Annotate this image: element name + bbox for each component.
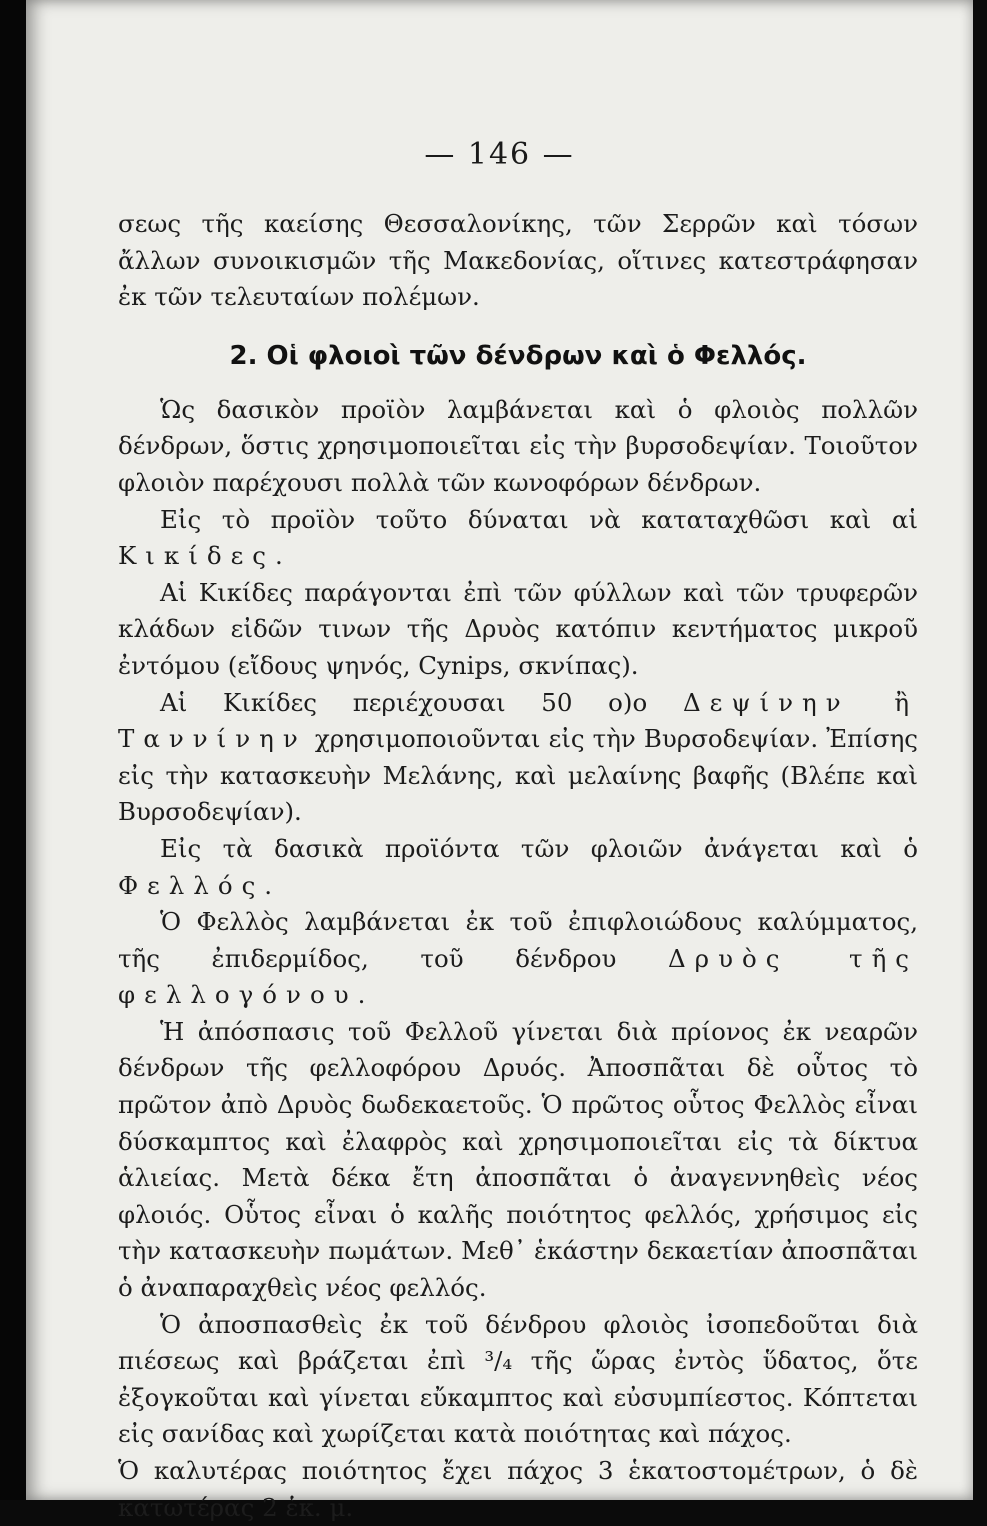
paragraph-cork-processing: Ὁ ἀποσπασθεὶς ἐκ τοῦ δένδρου φλοιὸς ἰσοπεδοῦται διὰ πιέσεως καὶ βράζεται ἐπὶ ³/₄ τῆς ὥρας ἐντὸς ὕδατος, ὅτε ἐξογκοῦται καὶ γίνεται εὔκαμπτος καὶ εὐσυμπίεστος. Κόπτεται εἰς σανίδας καὶ χωρίζεται κατὰ ποιότητας καὶ πάχος.	[118, 1309, 918, 1449]
paragraph-cork-intro	[118, 831, 918, 904]
galls-intro-text: Εἰς τὸ προϊὸν τοῦτο δύναται νὰ καταταχθῶσι καὶ αἱ	[160, 504, 918, 534]
paragraph-galls-intro	[118, 502, 918, 575]
book-page	[26, 0, 973, 1522]
cork-intro-text: Εἰς τὰ δασικὰ προϊόντα τῶν φλοιῶν ἀνάγεται καὶ ὁ	[160, 833, 918, 863]
paragraph-cork-thickness: Ὁ καλυτέρας ποιότητος ἔχει πάχος 3 ἑκατοστομέτρων, ὁ δὲ κατωτέρας 2 ἑκ. μ.	[118, 1456, 918, 1522]
body-text	[118, 206, 918, 1526]
paragraph-cork-source	[118, 904, 918, 1014]
tannin-term: Δεψίνην ἢ Ταννίνην	[118, 687, 918, 754]
galls-term: Κικίδες.	[118, 541, 292, 571]
paragraph-galls-origin: Αἱ Κικίδες παράγονται ἐπὶ τῶν φύλλων καὶ τῶν τρυφερῶν κλάδων εἰδῶν τινων τῆς Δρυὸς κατόπιν κεντήματος μικροῦ ἐντόμου (εἴδους ψηνός, Cynips, σκνίπας).	[118, 577, 918, 680]
intro-paragraph: σεως τῆς καείσης Θεσσαλονίκης, τῶν Σερρῶν καὶ τόσων ἄλλων συνοικισμῶν τῆς Μακεδονίας, οἵτινες κατεστράφησαν ἐκ τῶν τελευταίων πολέμων.	[118, 209, 918, 312]
cork-term: Φελλός.	[118, 870, 282, 900]
paragraph-bark-tanning: Ὡς δασικὸν προϊὸν λαμβάνεται καὶ ὁ φλοιὸς πολλῶν δένδρων, ὅστις χρησιμοποιεῖται εἰς τὴν βυρσοδεψίαν. Τοιοῦτον φλοιὸν παρέχουσι πολλὰ τῶν κωνοφόρων δένδρων.	[118, 394, 918, 497]
section-heading: 2. Οἱ φλοιοὶ τῶν δένδρων καὶ ὁ Φελλός.	[229, 340, 807, 371]
galls-use-text-b: χρησιμοποιοῦνται εἰς τὴν Βυρσοδεψίαν. Ἐπίσης εἰς τὴν κατασκευὴν Μελάνης, καὶ μελαίνης βαφῆς (Βλέπε καὶ Βυρσοδεψίαν).	[118, 724, 918, 827]
galls-use-text-a: Αἱ Κικίδες περιέχουσαι 50 ο)ο	[160, 687, 648, 717]
cork-oak-term: Δρυὸς τῆς φελλογόνου.	[118, 943, 918, 1010]
cork-source-text: Ὁ Φελλὸς λαμβάνεται ἐκ τοῦ ἐπιφλοιώδους καλύμματος, τῆς ἐπιδερμίδος, τοῦ δένδρου	[118, 907, 918, 973]
page-number: — 146 —	[424, 137, 575, 172]
paragraph-galls-use	[118, 685, 918, 831]
paragraph-cork-harvest: Ἡ ἀπόσπασις τοῦ Φελλοῦ γίνεται διὰ πρίονος ἐκ νεαρῶν δένδρων τῆς φελλοφόρου Δρυός. Ἀποσπᾶται δὲ οὗτος τὸ πρῶτον ἀπὸ Δρυὸς δωδεκαετοῦς. Ὁ πρῶτος οὗτος Φελλὸς εἶναι δύσκαμπτος καὶ ἐλαφρὸς καὶ χρησιμοποιεῖται εἰς τὰ δίκτυα ἁλιείας. Μετὰ δέκα ἔτη ἀποσπᾶται ὁ ἀναγεννηθεὶς νέος φλοιός. Οὗτος εἶναι ὁ καλῆς ποιότητος φελλός, χρήσιμος εἰς τὴν κατασκευὴν πωμάτων. Μεθ᾽ ἑκάστην δεκαετίαν ἀποσπᾶται ὁ ἀναπαραχθεὶς νέος φελλός.	[118, 1016, 918, 1303]
scan-edge	[0, 0, 26, 1500]
